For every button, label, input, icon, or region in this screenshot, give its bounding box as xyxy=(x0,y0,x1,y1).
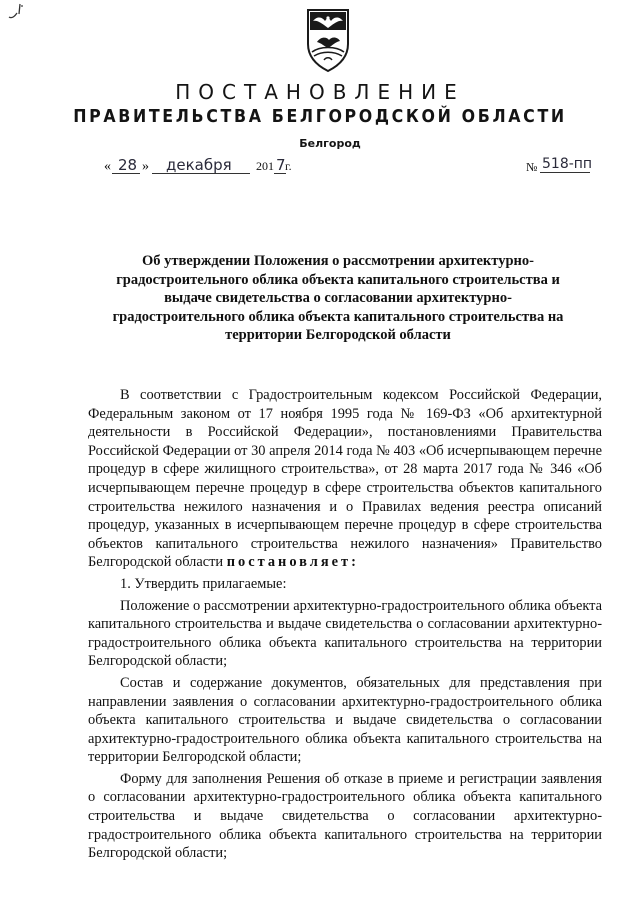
coat-of-arms-emblem xyxy=(302,6,354,74)
title-line: Об утверждении Положения о рассмотрении архитектурно- xyxy=(142,253,534,269)
preamble-text: В соответствии с Градостроительным кодексом Российской Федерации, Федеральным законом от 17 ноября 1995 года № 169-ФЗ «Об архитектурной деятельности в Российской Федерации», постановлениями Правительства Российской Федерации от 30 апреля 2014 года № 403 «Об исчерпывающем перечне процедур в сфере жилищного строительства», от 28 марта 2017 года № 346 «Об исчерпывающем перечне процедур в сфере строительства объектов капитального строительства нежилого назначения и о Правилах ведения реестра описаний процедур, указанных в исчерпывающем перечне процедур в сфере строительства объектов капитального строительства нежилого назначения» Правительство Белгородской области xyxy=(88,387,602,571)
item-1-heading: 1. Утвердить прилагаемые: xyxy=(120,575,287,592)
approved-document-2: Состав и содержание документов, обязательных для представления при направлении заявления о согласовании архитектурно-градостроительного облика объекта капитального строительства и выдаче свидетельства о согласовании архитектурно-градостроительного облика объекта капитального строительства на территории Белгородской области; xyxy=(88,674,602,766)
decree-date xyxy=(104,156,314,178)
date-year-prefix: 201 xyxy=(256,159,274,173)
approved-document-1: Положение о рассмотрении архитектурно-градостроительного облика объекта капитального строительства и выдаче свидетельства о согласовании архитектурно-градостроительного облика объекта капитального строительства на территории Белгородской области; xyxy=(88,597,602,670)
title-line: территории Белгородской области xyxy=(225,327,451,344)
date-year-suffix: 7 xyxy=(276,156,286,174)
date-month: декабря xyxy=(166,156,232,174)
date-year-postfix: г. xyxy=(285,159,292,173)
number-value: 518-пп xyxy=(542,156,593,172)
title-line: градостроительного облика объекта капитального строительства на xyxy=(112,308,564,325)
decree-title xyxy=(88,252,588,345)
city-name: Белгород xyxy=(299,137,361,150)
approved-document-3: Форму для заполнения Решения об отказе в приеме и регистрации заявления о согласовании архитектурно-градостроительного облика объекта капитального строительства и выдаче свидетельства о согласовании архитектурно-градостроительного облика объекта капитального строительства на территории Белгородской области; xyxy=(88,770,602,862)
document-type: ПОСТАНОВЛЕНИЕ xyxy=(175,80,465,104)
date-open-quote: « xyxy=(104,159,111,174)
handwritten-mark xyxy=(6,2,28,24)
decree-number xyxy=(526,156,596,178)
date-day: 28 xyxy=(118,156,138,174)
title-line: градостроительного облика объекта капитального строительства и xyxy=(116,271,560,288)
decree-body xyxy=(88,386,602,866)
date-close-quote: » xyxy=(142,159,149,174)
issuing-authority: ПРАВИТЕЛЬСТВА БЕЛГОРОДСКОЙ ОБЛАСТИ xyxy=(73,106,567,127)
number-sign: № xyxy=(526,160,538,174)
decree-keyword: постановляет: xyxy=(226,554,359,571)
preamble-paragraph xyxy=(88,386,602,572)
title-line: выдаче свидетельства о согласовании архитектурно- xyxy=(164,290,512,307)
